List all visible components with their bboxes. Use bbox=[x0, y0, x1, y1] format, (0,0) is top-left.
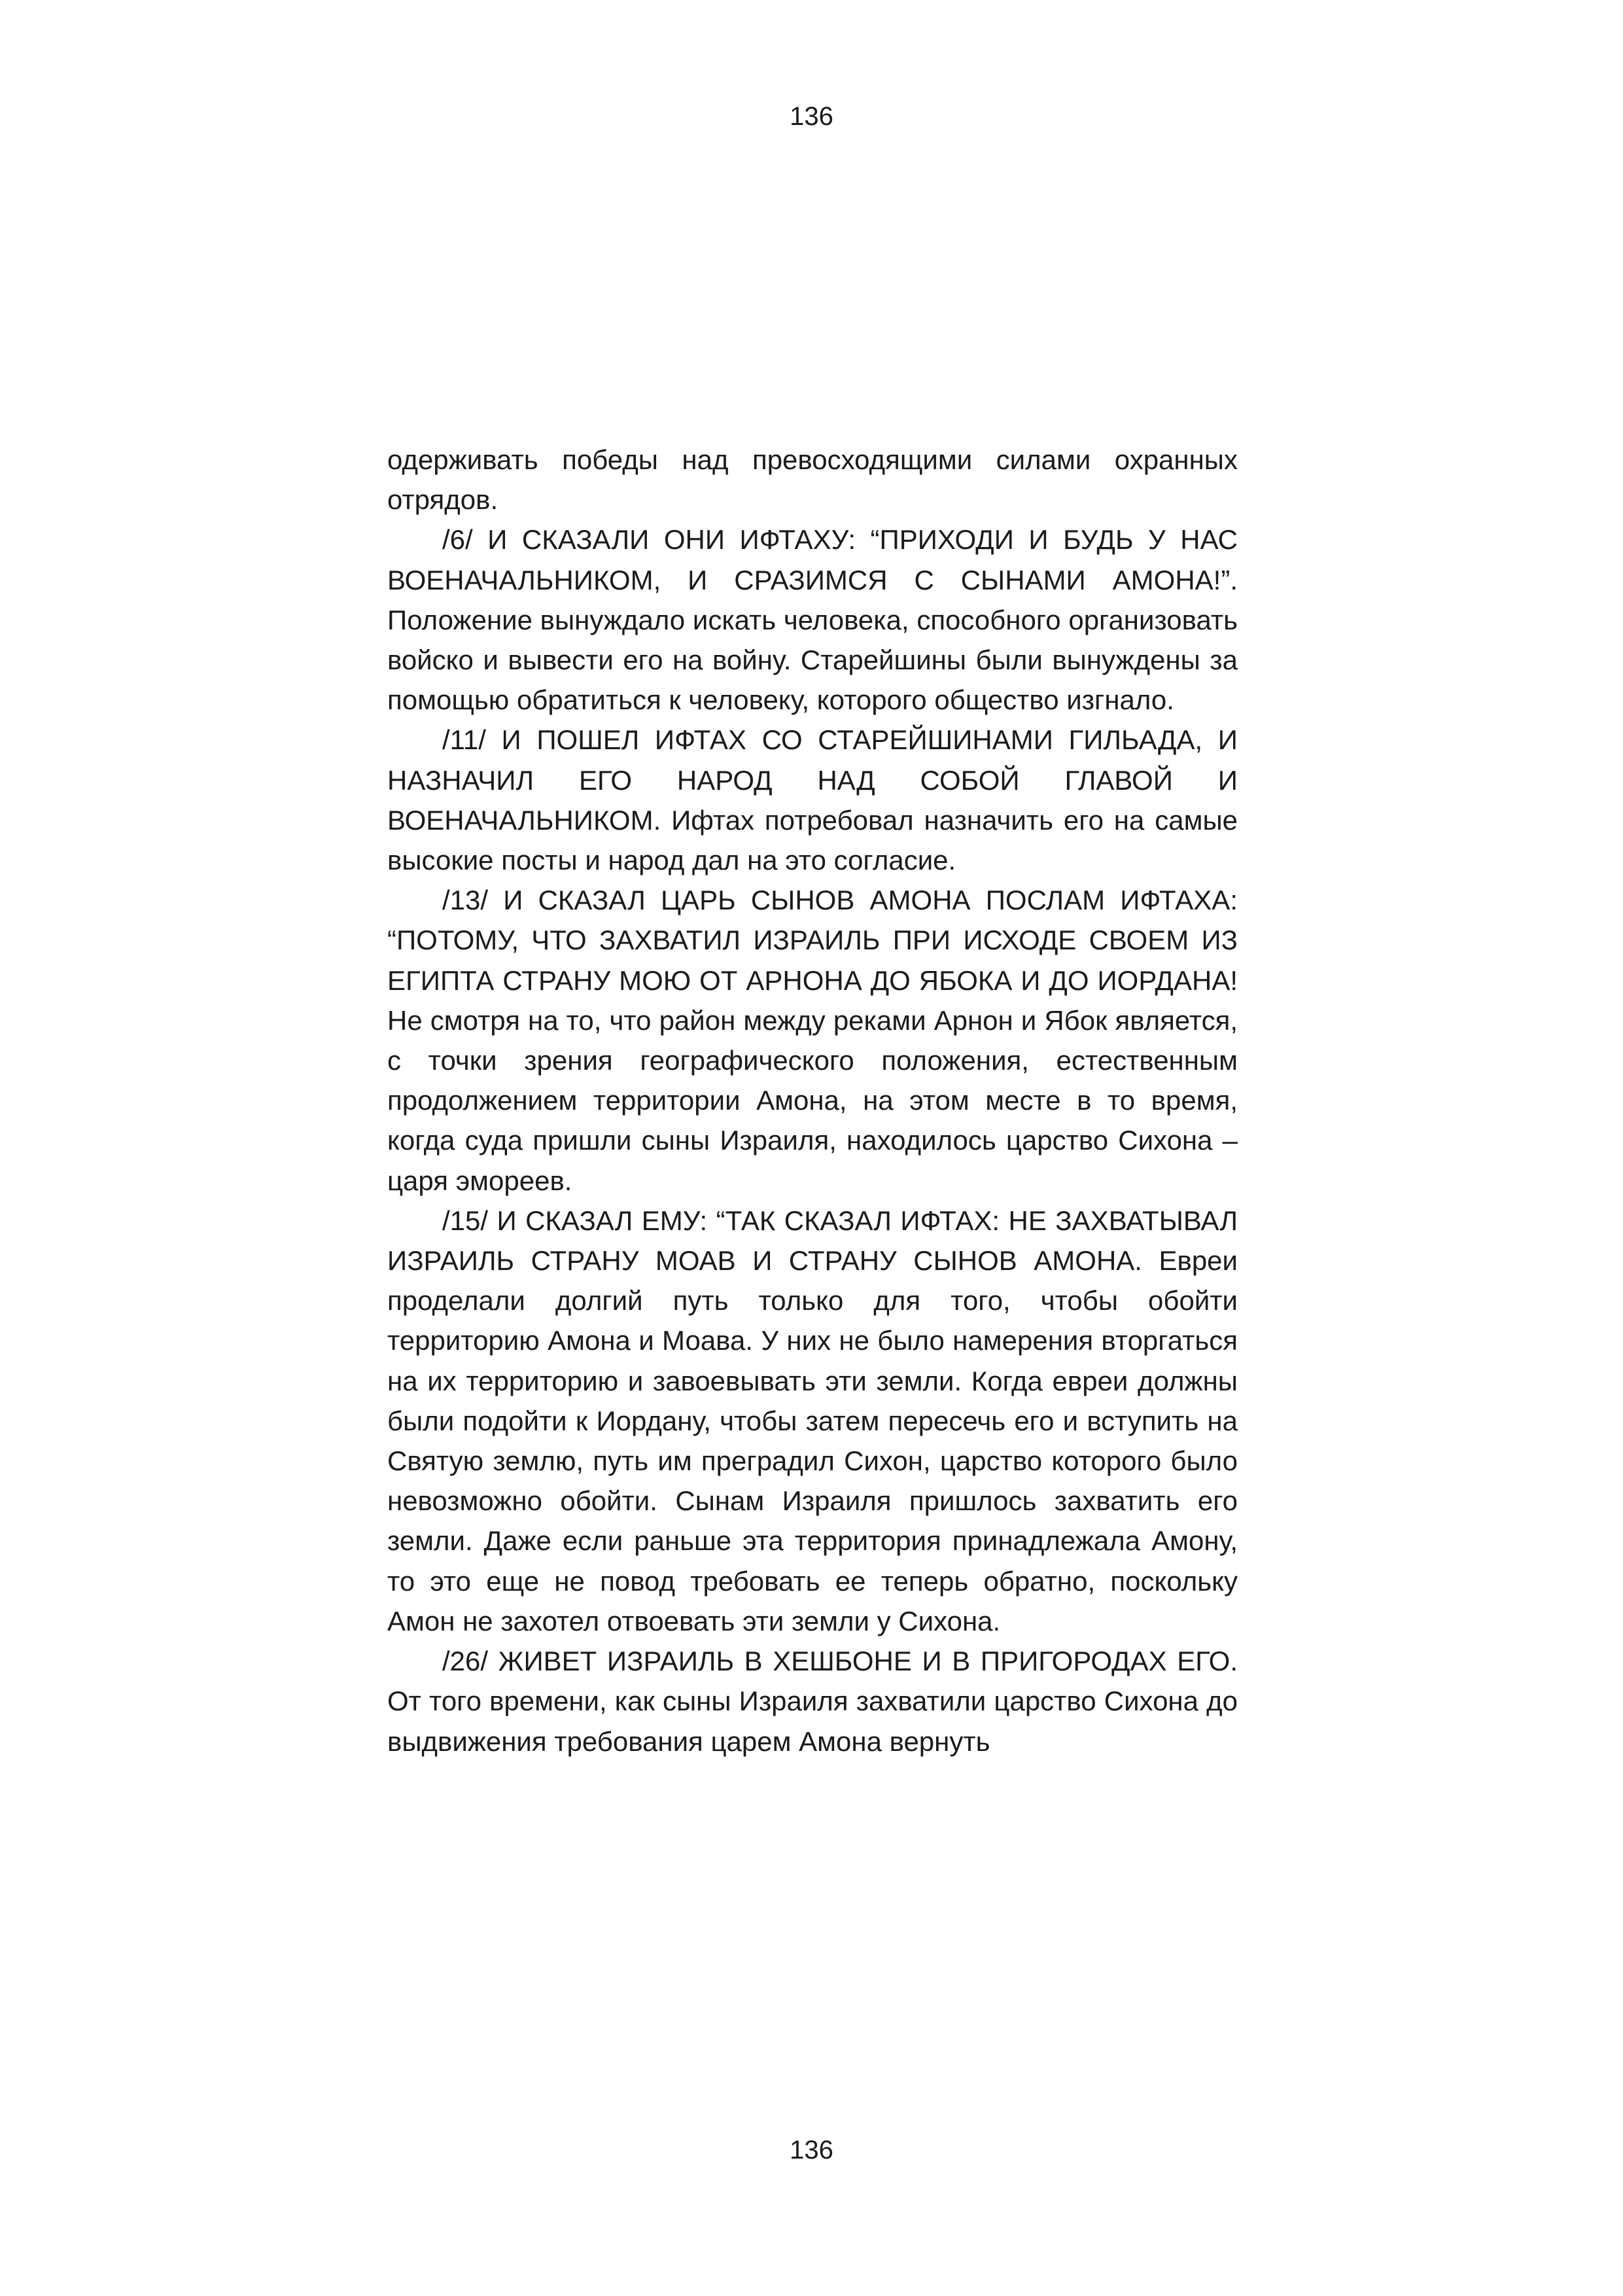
paragraph-continuation: одерживать победы над превосходящими силами охранных отрядов. bbox=[387, 444, 1238, 516]
body-text bbox=[387, 440, 1238, 1761]
page-number-bottom: 136 bbox=[790, 2136, 833, 2164]
paragraph-verse-6: /6/ И СКАЗАЛИ ОНИ ИФТАХУ: “ПРИХОДИ И БУДЬ У НАС ВОЕНАЧАЛЬНИКОМ, И СРАЗИМСЯ С СЫНАМИ АМОНА!”. Положение вынуждало искать человека, способного организовать войско и вывести его на войну. Старейшины были вынуждены за помощью обратиться к человеку, которого общество изгнало. bbox=[387, 524, 1238, 716]
paragraph-verse-13: /13/ И СКАЗАЛ ЦАРЬ СЫНОВ АМОНА ПОСЛАМ ИФТАХА: “ПОТОМУ, ЧТО ЗАХВАТИЛ ИЗРАИЛЬ ПРИ ИСХОДЕ СВОЕМ ИЗ ЕГИПТА СТРАНУ МОЮ ОТ АРНОНА ДО ЯБОКА И ДО ИОРДАНА! Не смотря на то, что район между реками Арнон и Ябок является, с точки зрения географического положения, естественным продолжением территории Амона, на этом месте в то время, когда суда пришли сыны Израиля, находилось царство Сихона – царя эмореев. bbox=[387, 885, 1238, 1196]
paragraph-verse-26: /26/ ЖИВЕТ ИЗРАИЛЬ В ХЕШБОНЕ И В ПРИГОРОДАХ ЕГО. От того времени, как сыны Израиля захватили царство Сихона до выдвижения требования царем Амона вернуть bbox=[387, 1646, 1238, 1757]
page-number-top: 136 bbox=[790, 102, 833, 131]
paragraph-verse-15: /15/ И СКАЗАЛ ЕМУ: “ТАК СКАЗАЛ ИФТАХ: НЕ ЗАХВАТЫВАЛ ИЗРАИЛЬ СТРАНУ МОАВ И СТРАНУ СЫНОВ АМОНА. Евреи проделали долгий путь только для того, чтобы обойти территорию Амона и Моава. У них не было намерения вторгаться на их территорию и завоевывать эти земли. Когда евреи должны были подойти к Иордану, чтобы затем пересечь его и вступить на Святую землю, путь им преградил Сихон, царство которого было невозможно обойти. Сынам Израиля пришлось захватить его земли. Даже если раньше эта территория принадлежала Амону, то это еще не повод требовать ее теперь обратно, поскольку Амон не захотел отвоевать эти земли у Сихона. bbox=[387, 1205, 1238, 1636]
paragraph-verse-11: /11/ И ПОШЕЛ ИФТАХ СО СТАРЕЙШИНАМИ ГИЛЬАДА, И НАЗНАЧИЛ ЕГО НАРОД НАД СОБОЙ ГЛАВОЙ И ВОЕНАЧАЛЬНИКОМ. Ифтах потребовал назначить его на самые высокие посты и народ дал на это согласие. bbox=[387, 724, 1238, 876]
